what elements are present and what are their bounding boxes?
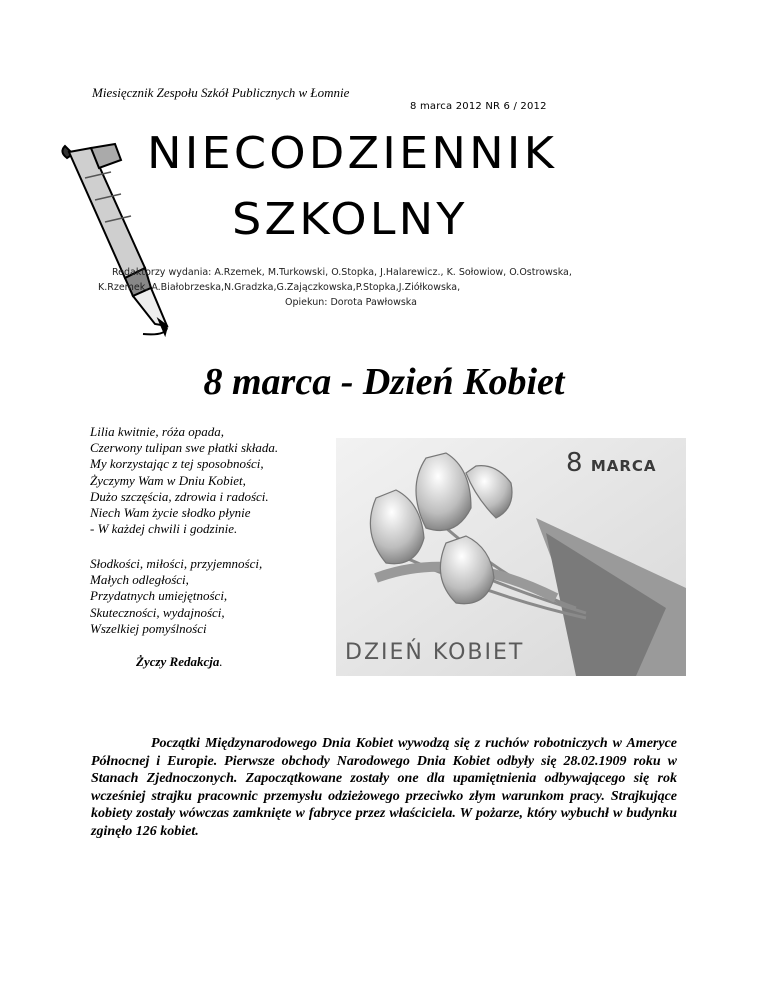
editors-credits-line1: Redaktorzy wydania: A.Rzemek, M.Turkowski, O.Stopka, J.Halarewicz., K. Sołowiow, O.Ostrowska, <box>112 267 572 278</box>
card-day: 8 <box>566 448 583 478</box>
poem-line: Życzymy Wam w Dniu Kobiet, <box>90 472 246 488</box>
supervisor-credit: Opiekun: Dorota Pawłowska <box>285 297 417 308</box>
poem-line: Czerwony tulipan swe płatki składa. <box>90 440 279 456</box>
card-caption: DZIEŃ KOBIET <box>345 640 525 665</box>
issue-info: 8 marca 2012 NR 6 / 2012 <box>410 101 547 112</box>
signature-period: . <box>219 654 223 669</box>
poem-line: Małych odległości, <box>90 572 189 588</box>
card-date <box>566 448 657 478</box>
poem-line: Przydatnych umiejętności, <box>90 588 228 604</box>
newsletter-subtitle: Miesięcznik Zespołu Szkół Publicznych w Łomnie <box>92 85 350 100</box>
poem-line: Skuteczności, wydajności, <box>90 604 225 620</box>
masthead-title-line1: NIECODZIENNIK <box>147 128 558 179</box>
poem-line: Słodkości, miłości, przyjemności, <box>90 556 263 571</box>
poem-signature <box>136 654 223 670</box>
poem-stanza-2 <box>90 556 262 637</box>
poem-line: Wszelkiej pomyślności <box>90 620 207 636</box>
poem-line: Dużo szczęścia, zdrowia i radości. <box>90 488 269 504</box>
poem-stanza-1 <box>90 424 278 537</box>
poem-line: Lilia kwitnie, róża opada, <box>90 424 224 439</box>
poem-line: - W każdej chwili i godzinie. <box>90 521 238 537</box>
poem-line: My korzystając z tej sposobności, <box>90 456 264 472</box>
editors-credits-line2: K.Rzemek, A.Białobrzeska,N.Gradzka,G.Zajączkowska,P.Stopka,J.Ziółkowska, <box>98 282 461 293</box>
poem-line: Niech Wam życie słodko płynie <box>90 505 251 521</box>
card-month: MARCA <box>590 457 657 475</box>
signature-text: Życzy Redakcja <box>136 654 220 669</box>
masthead-title-line2: SZKOLNY <box>232 194 468 245</box>
article-headline: 8 marca - Dzień Kobiet <box>203 361 565 403</box>
article-paragraph: Początki Międzynarodowego Dnia Kobiet wywodzą się z ruchów robotniczych w Ameryce Północnej i Europie. Pierwsze obchody Narodowego Dnia Kobiet odbyły się 28.02.1909 roku w Stanach Zjednoczonych. Zapoczątkowane zostały one dla upamiętnienia odbywającego się rok wcześniej strajku pracownic przemysłu odzieżowego przeciwko złym warunkom pracy. Strajkujące kobiety zostały wówczas zamknięte w fabryce przez właściciela. W pożarze, który wybuchł w budynku zginęło 126 kobiet. <box>91 736 677 839</box>
